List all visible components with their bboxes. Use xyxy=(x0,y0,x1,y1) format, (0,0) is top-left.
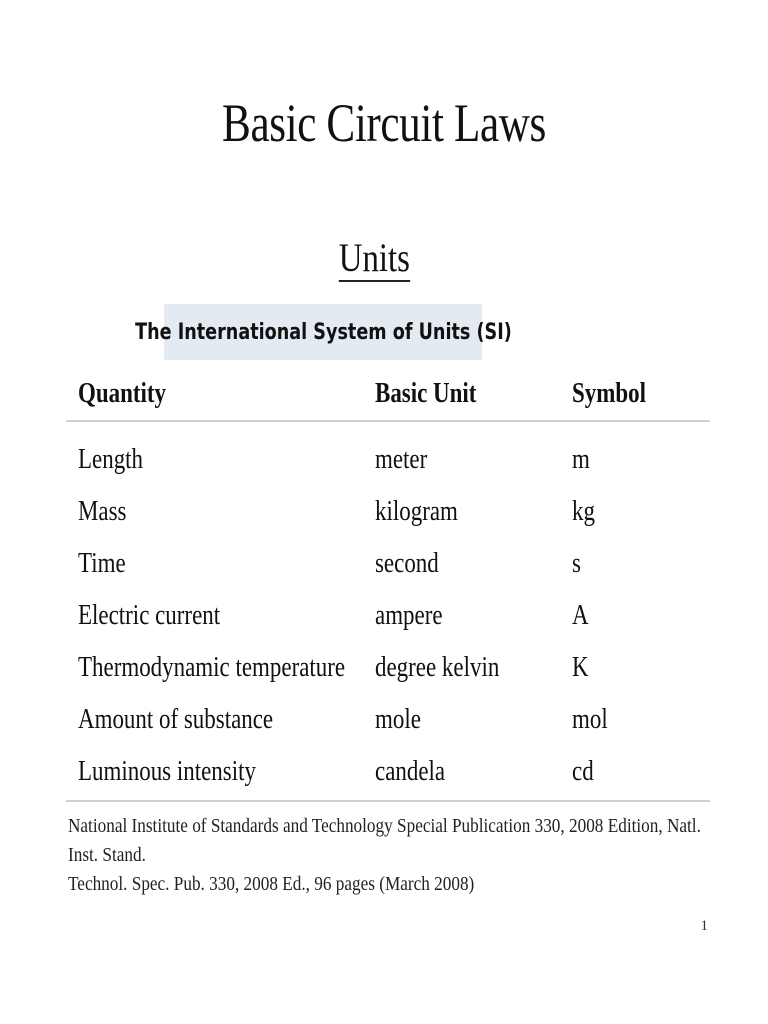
source-line-1: National Institute of Standards and Technology Special Publication 330, 2008 Edition, Natl. Inst. Stand. xyxy=(68,815,701,866)
table-row xyxy=(66,488,710,540)
header-basic-unit: Basic Unit xyxy=(375,378,477,409)
quantity-cell: Electric current xyxy=(78,600,221,631)
unit-cell: ampere xyxy=(375,600,443,631)
table-caption: The International System of Units (SI) xyxy=(134,319,512,345)
section-heading xyxy=(0,235,748,282)
table-row xyxy=(66,644,710,696)
unit-cell: second xyxy=(375,548,439,579)
unit-cell: candela xyxy=(375,756,446,787)
quantity-cell: Amount of substance xyxy=(78,704,274,735)
quantity-cell: Thermodynamic temperature xyxy=(78,652,346,683)
source-line-2: Technol. Spec. Pub. 330, 2008 Ed., 96 pages (March 2008) xyxy=(68,873,475,895)
quantity-cell: Length xyxy=(78,444,144,475)
table-header-row xyxy=(66,370,710,422)
symbol-cell: K xyxy=(572,652,589,683)
unit-cell: mole xyxy=(375,704,421,735)
symbol-cell: kg xyxy=(572,496,595,527)
source-citation xyxy=(68,812,722,899)
symbol-cell: mol xyxy=(572,704,608,735)
symbol-cell: A xyxy=(572,600,589,631)
unit-cell: meter xyxy=(375,444,428,475)
symbol-cell: m xyxy=(572,444,590,475)
unit-cell: kilogram xyxy=(375,496,458,527)
si-units-table xyxy=(66,370,710,802)
table-row xyxy=(66,436,710,488)
unit-cell: degree kelvin xyxy=(375,652,500,683)
table-row xyxy=(66,696,710,748)
symbol-cell: cd xyxy=(572,756,594,787)
header-symbol: Symbol xyxy=(572,378,647,409)
section-heading-text: Units xyxy=(338,235,410,280)
table-caption-box xyxy=(134,304,512,360)
table-row xyxy=(66,592,710,644)
quantity-cell: Luminous intensity xyxy=(78,756,256,787)
quantity-cell: Time xyxy=(78,548,126,579)
slide-title: Basic Circuit Laws xyxy=(222,93,546,153)
table-row xyxy=(66,540,710,592)
header-quantity: Quantity xyxy=(78,378,167,409)
quantity-cell: Mass xyxy=(78,496,127,527)
symbol-cell: s xyxy=(572,548,581,579)
table-row xyxy=(66,748,710,800)
table-bottom-rule xyxy=(66,800,710,802)
page-number: 1 xyxy=(700,918,708,934)
